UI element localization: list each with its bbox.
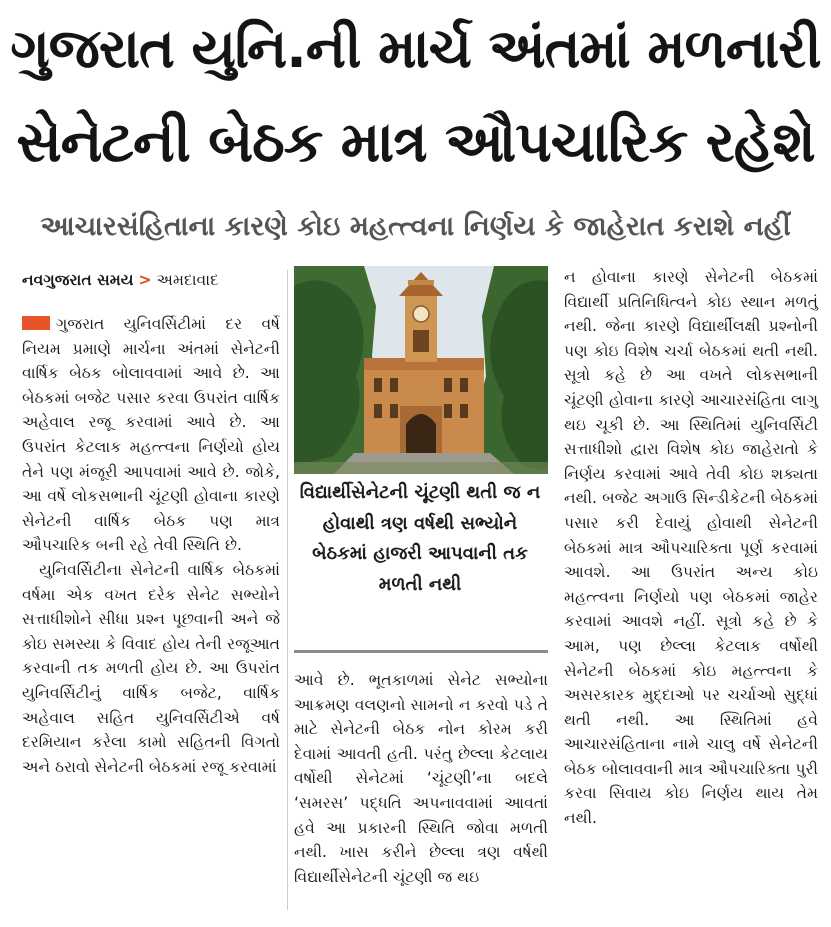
article-column-2 [294, 668, 548, 889]
article-column-1 [22, 268, 280, 779]
article-paragraph: આવે છે. ભૂતકાળમાં સેનેટ સભ્યોના આક્રમણ વલણનો સામનો ન કરવો પડે તે માટે સેનેટની બેઠક નોન કોરમ કરી દેવામાં આવતી હતી. પરંતુ છેલ્લા કેટલાય વર્ષોથી સેનેટમાં ‘ચૂંટણી’ના બદલે ‘સમરસ’ પદ્ધતિ અપનાવવામાં આવતાં હવે આ પ્રકારની સ્થિતિ જોવા મળતી નથી. ખાસ કરીને છેલ્લા ત્રણ વર્ષથી વિદ્યાર્થીસેનેટની ચૂંટણી જ થઇ [294, 671, 548, 886]
article-paragraph [22, 312, 280, 558]
headline-line-2: સેનેટની બેઠક માત્ર ઔપચારિક રહેશે [16, 110, 815, 175]
article-paragraph-text: ગુજરાત યુનિવર્સિટીમાં દર વર્ષે નિયમ પ્રમાણે માર્ચના અંતમાં સેનેટની વાર્ષિક બેઠક બોલાવવામાં આવે છે. આ બેઠકમાં બજેટ પસાર કરવા ઉપરાંત વાર્ષિક અહેવાલ રજૂ કરવામાં આવે છે. આ ઉપરાંત કેટલાક મહત્ત્વના નિર્ણયો હોય તેને પણ મંજૂરી આપવામાં આવે છે. જોકે, આ વર્ષે લોકસભાની ચૂંટણી હોવાના કારણે સેનેટની વાર્ષિક બેઠક પણ માત્ર ઔપચારિક બની રહે તેવી સ્થિતિ છે. [22, 315, 280, 555]
headline-line-1: ગુજરાત યુનિ.ની માર્ચ અંતમાં મળનારી [10, 17, 821, 80]
article-paragraph: યુનિવર્સિટીના સેનેટની વાર્ષિક બેઠકમાં વર્ષમા એક વખત દરેક સેનેટ સભ્યોને સત્તાધીશોને સીધા પ્રશ્ન પૂછવાની અને જે કોઇ સમસ્યા કે વિવાદ હોય તેની રજૂઆત કરવાની તક મળતી હોય છે. આ ઉપરાંત યુનિવર્સિટીનું વાર્ષિક બજેટ, વાર્ષિક અહેવાલ સહિત યુનિવર્સિટીએ વર્ષ દરમિયાન કરેલા કામો સહિતની વિગતો અને ઠરાવો સેનેટની બેઠકમાં રજૂ કરવામાં [22, 560, 280, 776]
article-column-3 [564, 265, 818, 831]
byline [22, 268, 280, 292]
section-marker-square [22, 316, 50, 330]
byline-publisher: નવગુજરાત સમય [22, 271, 134, 289]
byline-city: અમદાવાદ [156, 271, 219, 289]
column-divider [287, 270, 288, 910]
pullquote: વિદ્યાર્થીસેનેટની ચૂંટણી થતી જ ન હોવાથી ત્રણ વર્ષથી સભ્યોને બેઠકમાં હાજરી આપવાની તક મળતી નથી [299, 482, 541, 595]
pullquote-rule [294, 650, 548, 653]
subheadline: આચારસંહિતાના કારણે કોઇ મહત્ત્વના નિર્ણય કે જાહેરાત કરાશે નહીં [40, 211, 791, 242]
university-building-photo [294, 266, 548, 474]
university-building-illustration [294, 266, 548, 474]
byline-separator: > [138, 271, 152, 289]
article-paragraph: ન હોવાના કારણે સેનેટની બેઠકમાં વિદ્યાર્થી પ્રતિનિધિત્વને કોઇ સ્થાન મળતું નથી. જેના કારણે વિદ્યાર્થીલક્ષી પ્રશ્નોની પણ કોઇ વિશેષ ચર્ચા બેઠકમાં થતી નથી. સૂત્રો કહે છે આ વખતે લોકસભાની ચૂંટણી હોવાના કારણે આચારસંહિતા લાગુ થઇ ચૂકી છે. આ સ્થિતિમાં યુનિવર્સિટી સત્તાધીશો દ્વારા વિશેષ કોઇ જાહેરાતો કે નિર્ણય કરવામાં આવે તેવી કોઇ શક્યતા નથી. બજેટ અગાઉ સિન્ડીકેટની બેઠકમાં પસાર કરી દેવાયું હોવાથી સેનેટની બેઠકમાં માત્ર ઔપચારિક્તા પૂર્ણ કરવામાં આવશે. આ ઉપરાંત અન્ય કોઇ મહત્ત્વના નિર્ણયો પણ બેઠકમાં જાહેર કરવામાં આવશે નહીં. સૂત્રો કહે છે કે આમ, પણ છેલ્લા કેટલાક વર્ષોથી સેનેટની બેઠકમાં કોઇ મહત્ત્વના કે અસરકારક મુદ્દાઓ પર ચર્ચાઓ સુદ્ધાં થતી નથી. આ સ્થિતિમાં હવે આચારસંહિતાના નામે ચાલુ વર્ષે સેનેટની બેઠક બોલાવવાની માત્ર ઔપચારિક્તા પુરી કરવા સિવાય કોઇ નિર્ણય થાય તેમ નથી. [564, 268, 818, 828]
